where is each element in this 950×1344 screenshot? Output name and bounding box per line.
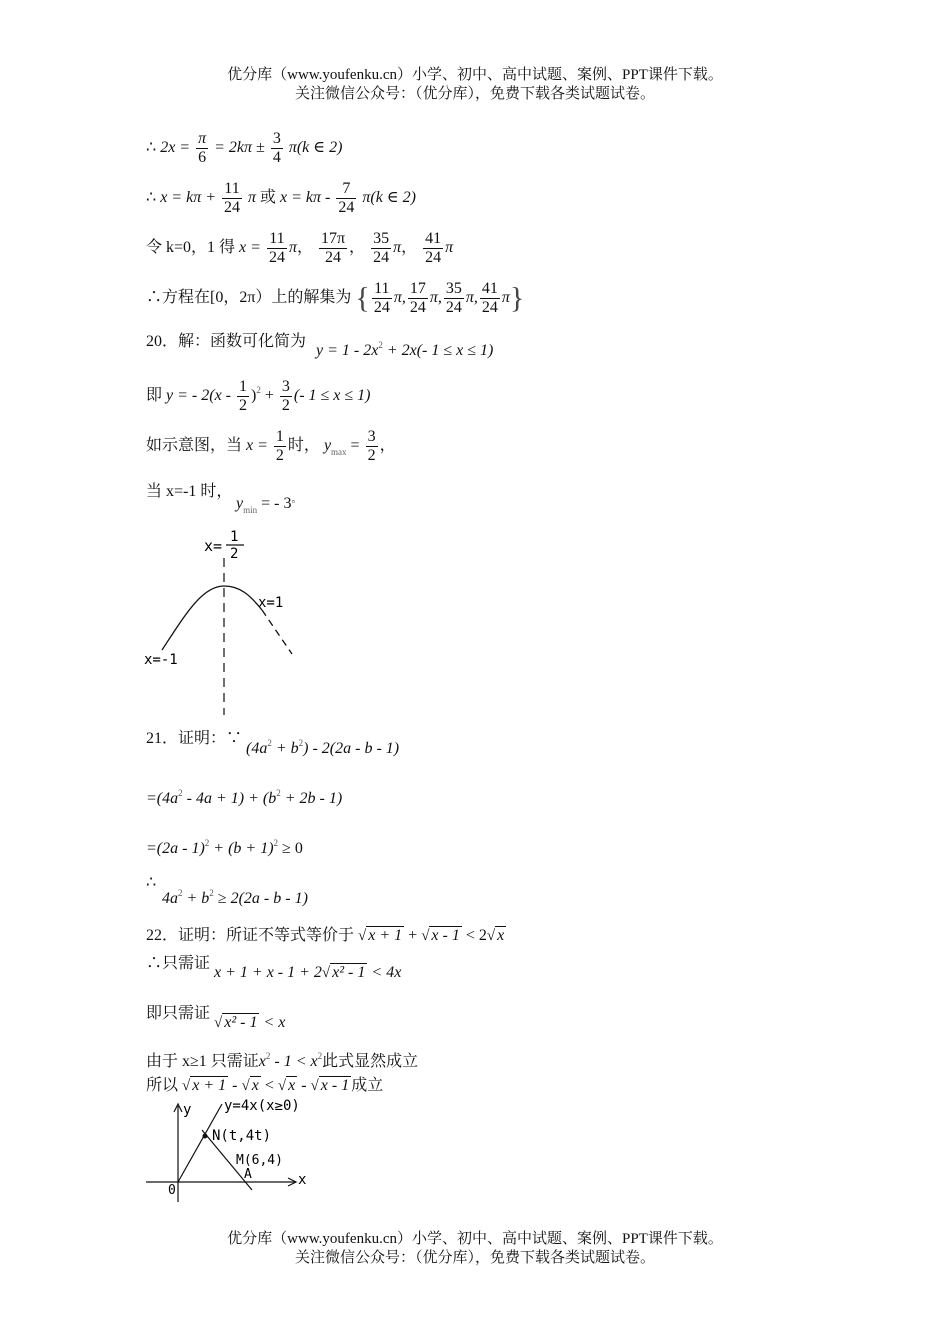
line-graph xyxy=(140,1094,340,1210)
q22-line-1: 22．证明：所证不等式等价于 √ x + 1 + √ x - 1 < 2√ x xyxy=(146,927,505,944)
fraction: $\frac{3}{4}$ xyxy=(272,130,281,166)
fraction: $\frac{17}{24}$ xyxy=(409,280,426,316)
fraction: $\frac{3}{2}$ xyxy=(367,428,376,464)
fraction: $\frac{35}{24}$ xyxy=(373,230,390,266)
expr: π xyxy=(248,189,257,207)
therefore-symbol: ∴ xyxy=(146,189,157,207)
q20-line-3: 如示意图，当 x = $\frac{1}{2}$ 时， $y_{max}$ = $\frac{3}{2}$ ， xyxy=(146,428,396,464)
fraction: $\frac{11}{24}$ xyxy=(268,230,285,266)
graph-top-label: x= xyxy=(204,537,223,555)
parabola-graph xyxy=(140,520,320,720)
q20-line-4: 当 x=-1 时， xyxy=(146,483,233,500)
q21-expr-1: $(4a^2 + b^2) - 2(2a - b - 1)$ xyxy=(246,738,400,757)
graph-right-label: x=1 xyxy=(258,595,284,611)
q22-expr-3: √ x² - 1 < x xyxy=(214,1014,286,1031)
n-label: N(t,4t) xyxy=(212,1128,272,1144)
q21-line-1 xyxy=(146,725,242,748)
footer-line-1: 优分库（www.youfenku.cn）小学、初中、高中试题、案例、PPT课件下载。 xyxy=(227,1231,723,1247)
q22-line-2: ∴只需证 xyxy=(146,955,211,972)
therefore-symbol: ∴ xyxy=(146,874,157,891)
q22-expr-2: x + 1 + x - 1 + 2√ x² - 1 < 4x xyxy=(214,964,402,981)
or-text: 或 xyxy=(260,189,277,207)
q21-line-2: $=(4a^2 - 4a + 1) + (b^2 + 2b - 1)$ xyxy=(146,788,343,807)
q20-ymin: $y_{min}$ = - 3。 xyxy=(236,494,302,515)
text: 令 k=0，1 得 xyxy=(146,239,236,257)
graph-left-label: x=-1 xyxy=(144,652,178,668)
expr: π(k ∈ 2) xyxy=(362,189,416,207)
q22-label: 22．证明：所证不等式等价于 xyxy=(146,927,355,944)
expr: π(k ∈ 2) xyxy=(288,139,343,157)
q21-expr-4: $4a^2 + b^2 \ge 2(2a - b - 1)$ xyxy=(162,888,308,907)
q20-line-2: 即 y = - 2(x - $\frac{1}{2}$ )$^2$ + $\frac{3}{2}$ (- 1 ≤ x ≤ 1) xyxy=(146,378,371,414)
q19-line-1 xyxy=(146,130,342,167)
fraction: $\frac{1}{2}$ xyxy=(239,378,247,414)
fraction: $\frac{1}{2}$ xyxy=(275,428,284,464)
q20-expr-1: $y = 1 - 2x^2 + 2x(-$ 1 ≤ x ≤ 1) xyxy=(316,340,494,359)
left-brace: { xyxy=(355,281,370,315)
origin-label: 0 xyxy=(168,1183,176,1198)
point-n xyxy=(203,1134,208,1139)
q22-line-3: 即只需证 xyxy=(146,1005,211,1022)
q21-label: 21．证明：∵ xyxy=(146,730,243,747)
therefore-symbol: ∴ xyxy=(146,139,157,157)
parabola-dashed xyxy=(262,610,292,654)
parabola-curve xyxy=(162,586,262,650)
q19-line-2 xyxy=(146,180,416,217)
header-line-2: 关注微信公众号：（优分库），免费下载各类试题试卷。 xyxy=(294,86,655,102)
expr: x = kπ - xyxy=(280,189,331,207)
expr: = 2kπ ± xyxy=(214,139,265,157)
fraction: $\frac{11}{24}$ xyxy=(373,280,390,316)
q22-line-4: 由于 x≥1 只需证$x^2 - 1 < x^2$此式显然成立 xyxy=(146,1051,419,1070)
expr: x = kπ + xyxy=(160,189,216,207)
fraction: $\frac{17\pi}{24}$ xyxy=(320,230,346,266)
x-axis-label: x xyxy=(298,1172,307,1188)
a-label: A xyxy=(244,1167,252,1182)
q20-label: 20．解：函数可化简为 xyxy=(146,333,307,350)
q21-line-3: $=(2a - 1)^2 + (b + 1)^2 \ge 0$ xyxy=(146,838,303,857)
q21-line-4 xyxy=(146,872,156,892)
graph-top-num: 1 xyxy=(230,529,239,545)
y-axis-label: y xyxy=(183,1102,192,1118)
fraction: $\frac{3}{2}$ xyxy=(281,378,290,414)
line-label: y=4x(x≥0) xyxy=(224,1098,300,1114)
fraction: $\frac{41}{24}$ xyxy=(481,280,498,316)
expr: 2x = xyxy=(160,139,191,157)
header-line-1: 优分库（www.youfenku.cn）小学、初中、高中试题、案例、PPT课件下载。 xyxy=(227,67,723,83)
fraction: $\frac{11}{24}$ xyxy=(224,180,240,216)
q20-line-1 xyxy=(146,328,306,351)
graph-top-den: 2 xyxy=(230,546,239,562)
q19-line-3: 令 k=0，1 得 x = $\frac{11}{24}$ π， $\frac{17\pi}{24}$ ， $\frac{35}{24}$ π， $\frac{41}{24}$ π xyxy=(146,230,454,266)
m-label: M(6,4) xyxy=(236,1153,283,1168)
fraction: $\frac{\pi}{6}$ xyxy=(198,130,207,166)
text: ∴方程在[0，2π）上的解集为 xyxy=(146,289,352,307)
expr: x = xyxy=(239,239,261,257)
right-brace: } xyxy=(509,281,525,315)
q19-line-4: ∴方程在[0，2π）上的解集为 { $\frac{11}{24}$ π, $\frac{17}{24}$ π, $\frac{35}{24}$ π, $\frac{41}{24}$ π} xyxy=(146,280,525,316)
fraction: $\frac{35}{24}$ xyxy=(445,280,462,316)
fraction: $\frac{41}{24}$ xyxy=(425,230,442,266)
q22-line-5: 所以 √ x + 1 - √ x < √ x - √ x - 1 成立 xyxy=(146,1077,384,1094)
fraction: $\frac{7}{24}$ xyxy=(338,180,355,216)
footer-line-2: 关注微信公众号：（优分库），免费下载各类试题试卷。 xyxy=(294,1250,655,1266)
